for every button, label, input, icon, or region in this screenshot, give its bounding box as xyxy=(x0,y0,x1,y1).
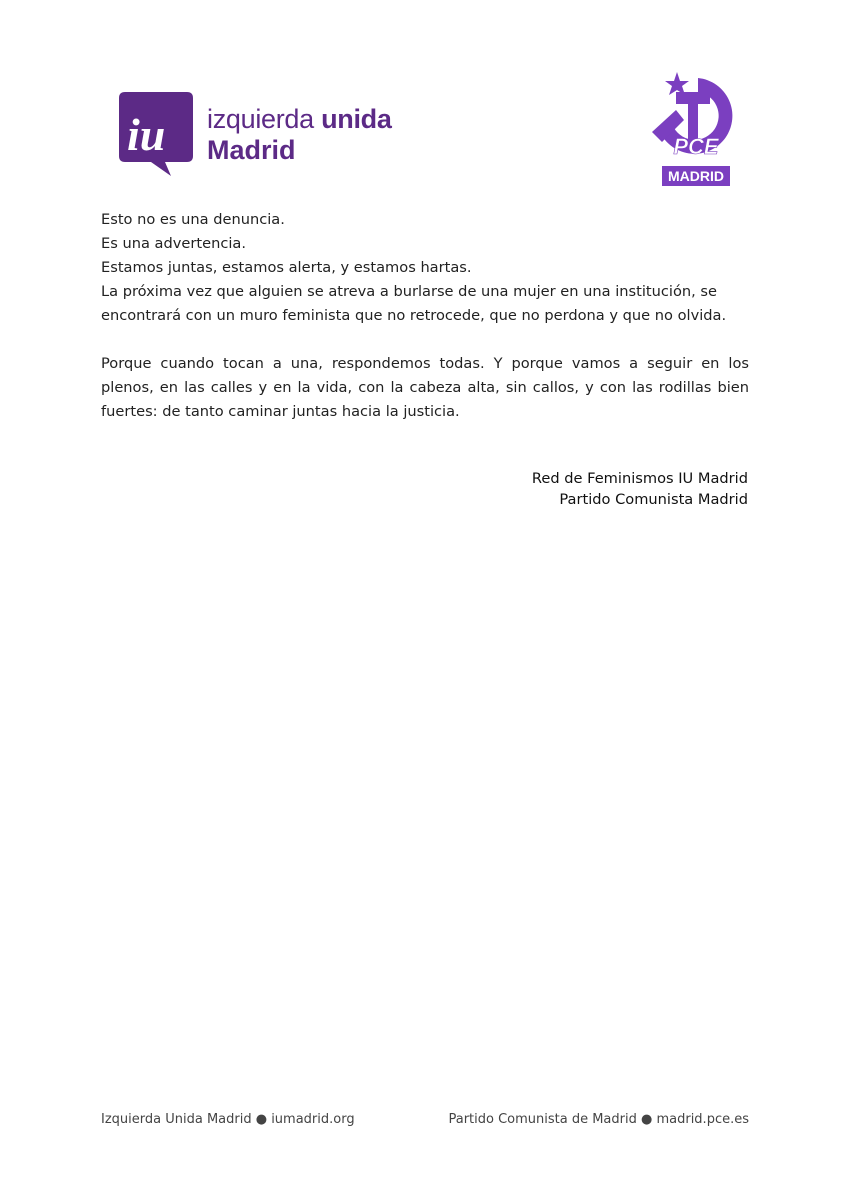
footer-right: Partido Comunista de Madrid ● madrid.pce.es xyxy=(448,1112,749,1127)
body-line: Estamos juntas, estamos alerta, y estamos hartas. xyxy=(101,259,472,276)
svg-text:iu: iu xyxy=(127,109,166,160)
body-line: La próxima vez que alguien se atreva a burlarse de una mujer en una institución, se xyxy=(101,283,717,300)
svg-text:MADRID: MADRID xyxy=(668,168,724,184)
iu-madrid-logo xyxy=(113,90,392,180)
body-line: Es una advertencia. xyxy=(101,235,246,252)
iu-logo-line1: izquierda unida xyxy=(207,104,392,134)
body-line: Esto no es una denuncia. xyxy=(101,211,285,228)
iu-badge-icon xyxy=(113,90,197,178)
pce-madrid-logo xyxy=(648,70,743,188)
iu-logo-line2: Madrid xyxy=(207,135,296,165)
signature-line-2: Partido Comunista Madrid xyxy=(559,491,748,508)
body-line: encontrará con un muro feminista que no retrocede, que no perdona y que no olvida. xyxy=(101,307,727,324)
footer-left: Izquierda Unida Madrid ● iumadrid.org xyxy=(101,1112,355,1127)
svg-text:PCE: PCE xyxy=(673,134,719,159)
statement-body xyxy=(101,208,749,424)
star-icon xyxy=(665,72,689,95)
signature-block xyxy=(532,468,748,510)
signature-line-1: Red de Feminismos IU Madrid xyxy=(531,470,748,487)
body-paragraph-2: Porque cuando tocan a una, respondemos todas. Y porque vamos a seguir en los plenos, en las calles y en la vida, con la cabeza alta, sin callos, y con las rodillas bien fuertes: de tanto caminar juntas hacia la justicia. xyxy=(101,355,749,420)
